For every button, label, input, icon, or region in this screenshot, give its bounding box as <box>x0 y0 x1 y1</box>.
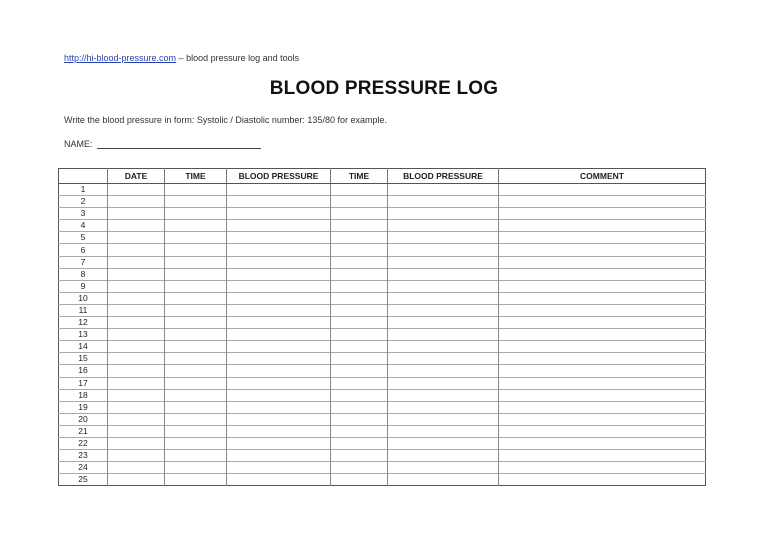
cell-time-1[interactable] <box>165 474 227 486</box>
cell-blood-pressure-1[interactable] <box>227 244 331 256</box>
cell-time-1[interactable] <box>165 401 227 413</box>
cell-blood-pressure-1[interactable] <box>227 317 331 329</box>
cell-comment[interactable] <box>499 353 706 365</box>
cell-blood-pressure-2[interactable] <box>388 292 499 304</box>
cell-comment[interactable] <box>499 292 706 304</box>
cell-blood-pressure-2[interactable] <box>388 462 499 474</box>
cell-comment[interactable] <box>499 474 706 486</box>
cell-date[interactable] <box>108 232 165 244</box>
cell-date[interactable] <box>108 450 165 462</box>
row-number: 2 <box>59 196 108 208</box>
cell-time-2[interactable] <box>331 280 388 292</box>
cell-blood-pressure-2[interactable] <box>388 341 499 353</box>
cell-time-2[interactable] <box>331 220 388 232</box>
cell-blood-pressure-2[interactable] <box>388 353 499 365</box>
table-row <box>59 208 706 220</box>
row-number: 1 <box>59 184 108 196</box>
cell-date[interactable] <box>108 280 165 292</box>
table-row <box>59 317 706 329</box>
cell-blood-pressure-2[interactable] <box>388 232 499 244</box>
cell-blood-pressure-1[interactable] <box>227 184 331 196</box>
row-number: 16 <box>59 365 108 377</box>
cell-comment[interactable] <box>499 389 706 401</box>
cell-comment[interactable] <box>499 184 706 196</box>
table-row <box>59 462 706 474</box>
cell-date[interactable] <box>108 196 165 208</box>
cell-time-2[interactable] <box>331 256 388 268</box>
cell-blood-pressure-2[interactable] <box>388 317 499 329</box>
row-number: 6 <box>59 244 108 256</box>
cell-date[interactable] <box>108 401 165 413</box>
cell-time-2[interactable] <box>331 462 388 474</box>
cell-blood-pressure-1[interactable] <box>227 425 331 437</box>
cell-blood-pressure-2[interactable] <box>388 437 499 449</box>
row-number: 7 <box>59 256 108 268</box>
cell-date[interactable] <box>108 474 165 486</box>
cell-comment[interactable] <box>499 244 706 256</box>
cell-time-2[interactable] <box>331 353 388 365</box>
cell-time-1[interactable] <box>165 353 227 365</box>
cell-time-1[interactable] <box>165 389 227 401</box>
site-tagline: – blood pressure log and tools <box>176 53 300 63</box>
cell-blood-pressure-1[interactable] <box>227 389 331 401</box>
cell-blood-pressure-1[interactable] <box>227 450 331 462</box>
cell-blood-pressure-1[interactable] <box>227 365 331 377</box>
row-number: 23 <box>59 450 108 462</box>
cell-time-1[interactable] <box>165 256 227 268</box>
site-link[interactable]: http://hi-blood-pressure.com <box>64 53 177 63</box>
cell-date[interactable] <box>108 365 165 377</box>
cell-blood-pressure-2[interactable] <box>388 244 499 256</box>
table-row <box>59 353 706 365</box>
cell-blood-pressure-1[interactable] <box>227 462 331 474</box>
cell-blood-pressure-1[interactable] <box>227 353 331 365</box>
cell-time-1[interactable] <box>165 304 227 316</box>
row-number: 15 <box>59 353 108 365</box>
cell-time-1[interactable] <box>165 317 227 329</box>
row-number: 21 <box>59 425 108 437</box>
cell-time-2[interactable] <box>331 244 388 256</box>
cell-time-1[interactable] <box>165 232 227 244</box>
cell-blood-pressure-2[interactable] <box>388 425 499 437</box>
cell-date[interactable] <box>108 353 165 365</box>
row-number: 13 <box>59 329 108 341</box>
cell-comment[interactable] <box>499 220 706 232</box>
cell-comment[interactable] <box>499 268 706 280</box>
cell-date[interactable] <box>108 184 165 196</box>
cell-blood-pressure-1[interactable] <box>227 196 331 208</box>
cell-date[interactable] <box>108 377 165 389</box>
cell-blood-pressure-1[interactable] <box>227 208 331 220</box>
cell-time-2[interactable] <box>331 184 388 196</box>
column-header-blood-pressure-2: BLOOD PRESSURE <box>388 169 499 184</box>
cell-time-2[interactable] <box>331 304 388 316</box>
cell-comment[interactable] <box>499 462 706 474</box>
cell-time-1[interactable] <box>165 208 227 220</box>
table-row <box>59 377 706 389</box>
cell-blood-pressure-2[interactable] <box>388 365 499 377</box>
cell-time-1[interactable] <box>165 196 227 208</box>
cell-blood-pressure-2[interactable] <box>388 256 499 268</box>
cell-time-2[interactable] <box>331 389 388 401</box>
cell-date[interactable] <box>108 389 165 401</box>
table-row <box>59 196 706 208</box>
table-row <box>59 413 706 425</box>
cell-time-2[interactable] <box>331 401 388 413</box>
cell-blood-pressure-1[interactable] <box>227 329 331 341</box>
cell-time-2[interactable] <box>331 377 388 389</box>
row-number: 4 <box>59 220 108 232</box>
row-number: 12 <box>59 317 108 329</box>
cell-comment[interactable] <box>499 437 706 449</box>
cell-time-2[interactable] <box>331 329 388 341</box>
table-row <box>59 244 706 256</box>
cell-time-1[interactable] <box>165 377 227 389</box>
cell-date[interactable] <box>108 425 165 437</box>
cell-time-2[interactable] <box>331 208 388 220</box>
cell-comment[interactable] <box>499 304 706 316</box>
row-number: 20 <box>59 413 108 425</box>
cell-time-2[interactable] <box>331 341 388 353</box>
cell-time-2[interactable] <box>331 365 388 377</box>
cell-blood-pressure-2[interactable] <box>388 304 499 316</box>
cell-blood-pressure-2[interactable] <box>388 377 499 389</box>
table-row <box>59 365 706 377</box>
cell-comment[interactable] <box>499 450 706 462</box>
cell-time-1[interactable] <box>165 450 227 462</box>
cell-blood-pressure-1[interactable] <box>227 413 331 425</box>
row-number: 9 <box>59 280 108 292</box>
cell-comment[interactable] <box>499 280 706 292</box>
header-line <box>64 53 299 63</box>
cell-time-1[interactable] <box>165 329 227 341</box>
cell-date[interactable] <box>108 256 165 268</box>
cell-blood-pressure-2[interactable] <box>388 208 499 220</box>
cell-blood-pressure-2[interactable] <box>388 401 499 413</box>
cell-time-1[interactable] <box>165 244 227 256</box>
row-number: 17 <box>59 377 108 389</box>
table-row <box>59 437 706 449</box>
cell-date[interactable] <box>108 341 165 353</box>
cell-blood-pressure-1[interactable] <box>227 280 331 292</box>
row-number: 18 <box>59 389 108 401</box>
cell-time-1[interactable] <box>165 462 227 474</box>
cell-blood-pressure-2[interactable] <box>388 474 499 486</box>
blood-pressure-log-table <box>58 168 706 486</box>
row-number: 5 <box>59 232 108 244</box>
table-row <box>59 256 706 268</box>
cell-comment[interactable] <box>499 196 706 208</box>
cell-blood-pressure-2[interactable] <box>388 413 499 425</box>
cell-time-1[interactable] <box>165 425 227 437</box>
cell-date[interactable] <box>108 268 165 280</box>
cell-blood-pressure-2[interactable] <box>388 220 499 232</box>
table-row <box>59 401 706 413</box>
cell-comment[interactable] <box>499 365 706 377</box>
cell-blood-pressure-2[interactable] <box>388 389 499 401</box>
table-row <box>59 268 706 280</box>
name-label: NAME: <box>64 139 93 149</box>
cell-comment[interactable] <box>499 256 706 268</box>
table-row <box>59 450 706 462</box>
table-row <box>59 304 706 316</box>
cell-time-1[interactable] <box>165 365 227 377</box>
cell-blood-pressure-2[interactable] <box>388 280 499 292</box>
cell-time-2[interactable] <box>331 474 388 486</box>
cell-date[interactable] <box>108 304 165 316</box>
cell-blood-pressure-1[interactable] <box>227 232 331 244</box>
cell-blood-pressure-1[interactable] <box>227 474 331 486</box>
instructions: Write the blood pressure in form: Systolic / Diastolic number: 135/80 for example. <box>64 115 387 125</box>
row-number: 19 <box>59 401 108 413</box>
table-row <box>59 329 706 341</box>
table-row <box>59 220 706 232</box>
cell-time-2[interactable] <box>331 196 388 208</box>
cell-time-1[interactable] <box>165 184 227 196</box>
cell-comment[interactable] <box>499 425 706 437</box>
cell-blood-pressure-1[interactable] <box>227 220 331 232</box>
cell-time-2[interactable] <box>331 232 388 244</box>
row-number: 8 <box>59 268 108 280</box>
cell-blood-pressure-2[interactable] <box>388 329 499 341</box>
cell-blood-pressure-2[interactable] <box>388 196 499 208</box>
column-header-time-2: TIME <box>331 169 388 184</box>
column-header-time-1: TIME <box>165 169 227 184</box>
cell-time-1[interactable] <box>165 280 227 292</box>
cell-comment[interactable] <box>499 341 706 353</box>
row-number: 24 <box>59 462 108 474</box>
cell-blood-pressure-2[interactable] <box>388 268 499 280</box>
cell-time-2[interactable] <box>331 268 388 280</box>
table-row <box>59 232 706 244</box>
cell-date[interactable] <box>108 292 165 304</box>
cell-blood-pressure-1[interactable] <box>227 377 331 389</box>
cell-date[interactable] <box>108 317 165 329</box>
cell-blood-pressure-1[interactable] <box>227 437 331 449</box>
row-number: 10 <box>59 292 108 304</box>
cell-time-2[interactable] <box>331 437 388 449</box>
cell-date[interactable] <box>108 244 165 256</box>
cell-blood-pressure-2[interactable] <box>388 184 499 196</box>
table-row <box>59 389 706 401</box>
cell-time-1[interactable] <box>165 268 227 280</box>
cell-time-2[interactable] <box>331 425 388 437</box>
cell-date[interactable] <box>108 220 165 232</box>
cell-time-1[interactable] <box>165 292 227 304</box>
row-number: 11 <box>59 304 108 316</box>
cell-comment[interactable] <box>499 317 706 329</box>
cell-time-2[interactable] <box>331 317 388 329</box>
name-row <box>64 139 261 149</box>
cell-comment[interactable] <box>499 413 706 425</box>
cell-blood-pressure-1[interactable] <box>227 304 331 316</box>
row-number: 25 <box>59 474 108 486</box>
cell-comment[interactable] <box>499 377 706 389</box>
table-row <box>59 474 706 486</box>
column-header-blood-pressure-1: BLOOD PRESSURE <box>227 169 331 184</box>
cell-date[interactable] <box>108 329 165 341</box>
table-row <box>59 425 706 437</box>
cell-date[interactable] <box>108 208 165 220</box>
cell-comment[interactable] <box>499 208 706 220</box>
cell-blood-pressure-2[interactable] <box>388 450 499 462</box>
cell-time-2[interactable] <box>331 450 388 462</box>
cell-time-2[interactable] <box>331 292 388 304</box>
cell-time-1[interactable] <box>165 413 227 425</box>
cell-date[interactable] <box>108 437 165 449</box>
table-row <box>59 292 706 304</box>
cell-blood-pressure-1[interactable] <box>227 268 331 280</box>
cell-date[interactable] <box>108 462 165 474</box>
cell-comment[interactable] <box>499 329 706 341</box>
column-header-comment: COMMENT <box>499 169 706 184</box>
cell-time-1[interactable] <box>165 220 227 232</box>
cell-comment[interactable] <box>499 232 706 244</box>
table-row <box>59 280 706 292</box>
cell-date[interactable] <box>108 413 165 425</box>
cell-time-2[interactable] <box>331 413 388 425</box>
row-number: 14 <box>59 341 108 353</box>
table-header-row <box>59 169 706 184</box>
column-header-row-number <box>59 169 108 184</box>
column-header-date: DATE <box>108 169 165 184</box>
cell-time-1[interactable] <box>165 341 227 353</box>
cell-time-1[interactable] <box>165 437 227 449</box>
row-number: 22 <box>59 437 108 449</box>
cell-blood-pressure-1[interactable] <box>227 401 331 413</box>
page-title: BLOOD PRESSURE LOG <box>269 78 499 99</box>
name-field[interactable] <box>97 139 261 149</box>
table-row <box>59 341 706 353</box>
cell-blood-pressure-1[interactable] <box>227 292 331 304</box>
cell-blood-pressure-1[interactable] <box>227 256 331 268</box>
cell-blood-pressure-1[interactable] <box>227 341 331 353</box>
row-number: 3 <box>59 208 108 220</box>
table-row <box>59 184 706 196</box>
cell-comment[interactable] <box>499 401 706 413</box>
